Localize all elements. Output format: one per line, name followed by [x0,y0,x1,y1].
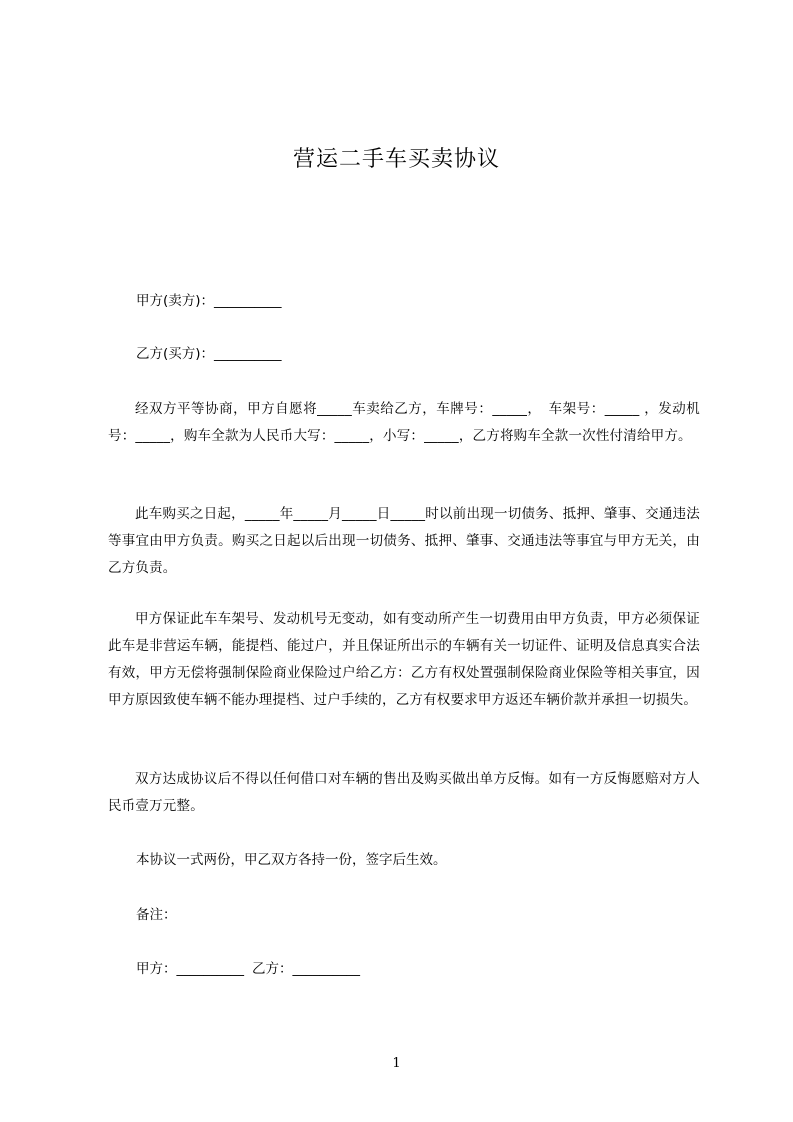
signature-party-b: 乙方：__________ [252,961,360,977]
clause-liability-period: 此车购买之日起，_____年_____月_____日_____时以前出现一切债务、抵押、肇事、交通违法等事宜由甲方负责。购买之日起以后出现一切债务、抵押、肇事、交通违法等事宜与甲方无关，由乙方负责。 [108,506,700,576]
signature-party-a: 甲方：__________ [136,961,244,977]
clause-no-repudiation: 双方达成协议后不得以任何借口对车辆的售出及购买做出单方反悔。如有一方反悔愿赔对方人民币壹万元整。 [108,771,700,814]
copies-statement: 本协议一式两份，甲乙双方各持一份，签字后生效。 [136,852,447,868]
remarks-label: 备注： [136,907,177,923]
party-b-buyer-line: 乙方(买方)：__________ [136,346,282,362]
signature-row [136,960,360,978]
clause-vehicle-sale: 经双方平等协商，甲方自愿将_____车卖给乙方，车牌号：_____， 车架号：_____ ，发动机号：_____，购车全款为人民币大写：_____，小写：_____，乙方将购车全款一次性付清给甲方。 [108,401,700,444]
party-a-seller-line: 甲方(卖方)：__________ [136,293,282,309]
page-number: 1 [392,1056,401,1071]
document-title: 营运二手车买卖协议 [292,147,500,172]
clause-seller-guarantee: 甲方保证此车车架号、发动机号无变动，如有变动所产生一切费用由甲方负责，甲方必须保证此车是非营运车辆，能提档、能过户，并且保证所出示的车辆有关一切证件、证明及信息真实合法有效，甲方无偿将强制保险商业保险过户给乙方：乙方有权处置强制保险商业保险等相关事宜，因甲方原因致使车辆不能办理提档、过户手续的，乙方有权要求甲方返还车辆价款并承担一切损失。 [108,611,700,708]
